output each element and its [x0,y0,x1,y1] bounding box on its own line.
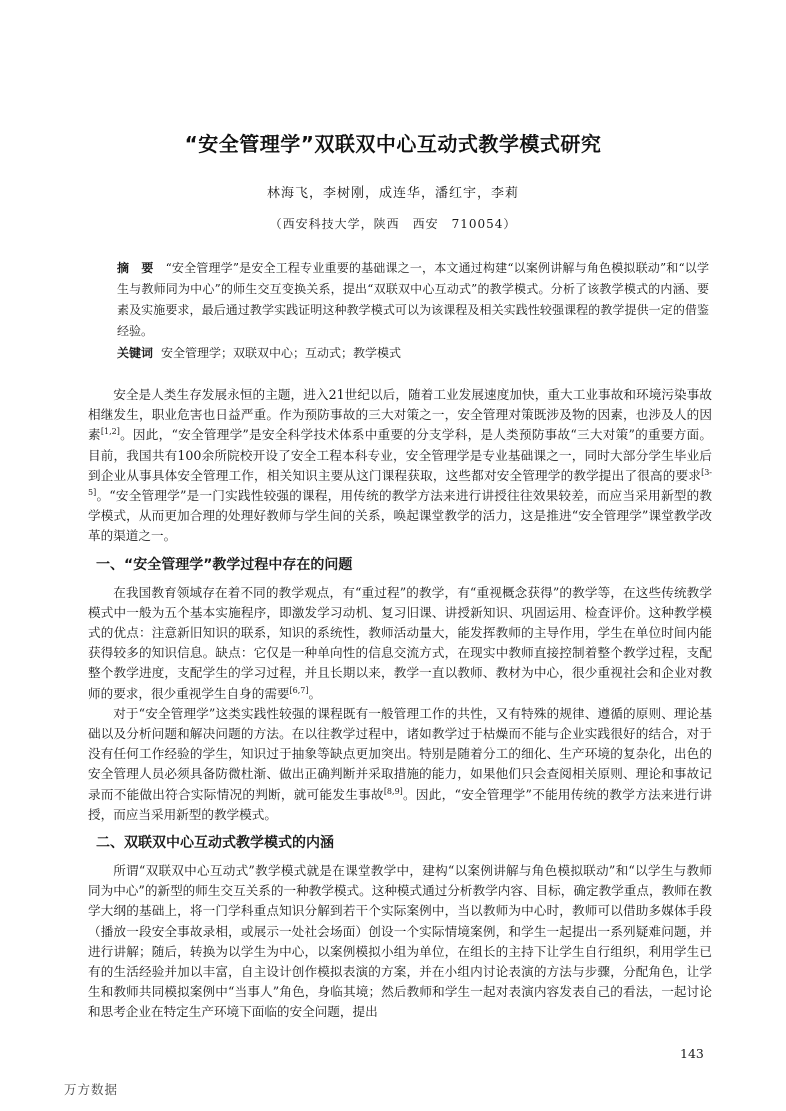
intro-text-1: 安全是人类生存发展永恒的主题，进入21世纪以后，随着工业发展速度加快，重大工业事故和环境污染事故相继发生，职业危害也日益严重。作为预防事故的三大对策之一，安全管理对策既涉及物的因素，也涉及人的因素 [88,387,712,443]
author-list: 林海飞，李树刚，成连华，潘红宇，李莉 [266,186,519,201]
affiliation: （西安科技大学，陕西 西安 710054） [269,217,517,231]
watermark: 万方数据 [64,1082,119,1097]
section1-paragraph-1 [88,583,712,704]
keywords-label: 关键词 [117,346,154,360]
citation: [6,7] [289,685,309,695]
section1-text-4: 。因此，“安全管理学”不能用传统的教学方法来进行讲授，而应当采用新型的教学模式。 [88,786,712,822]
abstract-label: 摘 要 [117,261,154,275]
citation: [8,9] [383,786,403,796]
section1-text-2: 。 [308,685,322,701]
keywords [117,343,709,363]
intro-paragraph [88,385,712,547]
abstract-text: “安全管理学”是安全工程专业重要的基础课之一，本文通过构建“以案例讲解与角色模拟联动”和“以学生与教师同为中心”的师生交互变换关系，提出“双联双中心互动式”的教学模式。分析了该教学模式的内涵、要素及实施要求，最后通过教学实践证明这种教学模式可以为该课程及相关实践性较强课程的教学提供一定的借鉴经验。 [117,261,709,338]
section2-paragraph-1: 所谓“双联双中心互动式”教学模式就是在课堂教学中，建构“以案例讲解与角色模拟联动”和“以学生与教师同为中心”的新型的师生交互关系的一种教学模式。这种模式通过分析教学内容、目标，确定教学重点，教师在教学大纲的基础上，将一门学科重点知识分解到若干个实际案例中，当以教师为中心时，教师可以借助多媒体手段（播放一段安全事故录相，或展示一处社会场面）创设一个实际情境案例，和学生一起提出一系列疑难问题，并进行讲解；随后，转换为以学生为中心，以案例模拟小组为单位，在组长的主持下让学生自行组织，利用学生已有的生活经验并加以丰富，自主设计创作模拟表演的方案，并在小组内讨论表演的方法与步骤，分配角色，让学生和教师共同模拟案例中“当事人”角色，身临其境；然后教师和学生一起对表演内容发表自己的看法，一起讨论和思考企业在特定生产环境下面临的安全问题，提出 [88,863,712,1020]
section1-paragraph-2 [88,704,712,825]
section-heading-1: 一、“安全管理学”教学过程中存在的问题 [96,556,353,573]
intro-text-2: 。因此，“安全管理学”是安全科学技术体系中重要的分支学科，是人类预防事故“三大对策”的重要方面。目前，我国共有100余所院校开设了安全工程本科专业，安全管理学是专业基础课之一，同时大部分学生毕业后到企业从事具体安全管理工作，相关知识主要从这门课程获取，这些都对安全管理学的教学提出了很高的要求 [88,427,712,483]
page-number: 143 [680,1046,704,1061]
section1-text-1: 在我国教育领域存在着不同的教学观点，有“重过程”的教学，有“重视概念获得”的教学等，在这些传统教学模式中一般为五个基本实施程序，即激发学习动机、复习旧课、讲授新知识、巩固运用、检查评价。这种教学模式的优点：注意新旧知识的联系，知识的系统性，教师活动量大，能发挥教师的主导作用，学生在单位时间内能获得较多的知识信息。缺点：它仅是一种单向性的信息交流方式，在现实中教师直接控制着整个教学过程，支配整个教学进度，支配学生的学习过程，并且长期以来，教学一直以教师、教材为中心，很少重视社会和企业对教师的要求，很少重视学生自身的需要 [88,584,712,701]
section1-text-3: 对于“安全管理学”这类实践性较强的课程既有一般管理工作的共性，又有特殊的规律、遵循的原则、理论基础以及分析问题和解决问题的方法。在以往教学过程中，诸如教学过于枯燥而不能与企业实践很好的结合，对于没有任何工作经验的学生，知识过于抽象等缺点更加突出。特别是随着分工的细化、生产环境的复杂化，出色的安全管理人员必须具备防微杜渐、做出正确判断并采取措施的能力，如果他们只会查阅相关原则、理论和事故记录而不能做出符合实际情况的判断，就可能发生事故 [88,705,712,802]
abstract [117,258,709,342]
paper-body [88,385,712,1023]
citation: [1,2] [100,427,120,437]
keywords-text: 安全管理学；双联双中心；互动式；教学模式 [161,346,402,360]
intro-text-3: 。“安全管理学”是一门实践性较强的课程，用传统的教学方法来进行讲授往往效果较差，而应当采用新型的教学模式，从而更加合理的处理好教师与学生间的关系，唤起课堂教学的活力，这是推进“安全管理学”课堂教学改革的渠道之一。 [88,488,712,544]
paper-title: “安全管理学”双联双中心互动式教学模式研究 [184,132,602,156]
section-heading-2: 二、双联双中心互动式教学模式的内涵 [96,835,334,852]
citation: [3-5] [88,467,712,497]
